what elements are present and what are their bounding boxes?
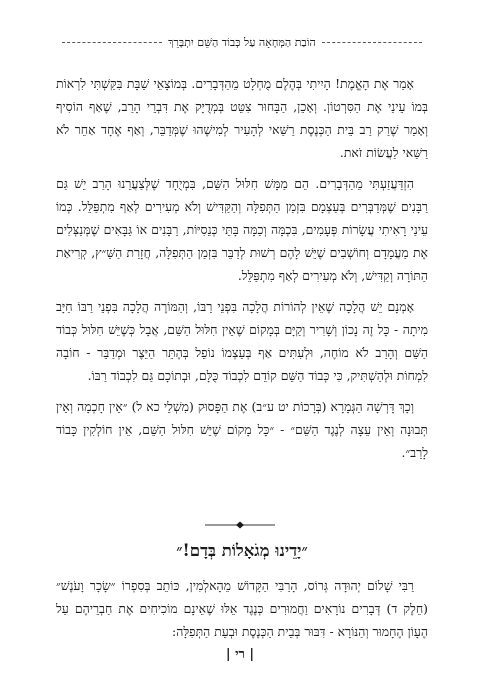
paragraph-2: הִזְדַּעֲזַעְתִּי מֵהַדְּבָרִים. הֵם מַמָּשׁ חִלּוּל הַשֵּׁם, בִּמְיֻחָד שֶׁלְּצַעֲרֵנוּ הָרַב יֵשׁ גַּם רַבָּנִים שֶׁמְּדַבְּרִים בְּעַצְמָם בִּזְמַן הַתְּפִלָּה וְהַקַּדִּישׁ וְלֹא מְעִירִים לְאַף מִתְפַּלֵּל. כְּמוֹ עֵינַי רָאִיתִי עֲשָׂרוֹת פְּעָמִים, בִּכְמָּה וְכַמָּה בָּתֵּי כְּנֵסִיּוֹת, רַבָּנִים אוֹ גַּבָּאִים שֶׁמְּנַצְּלִים אֶת מַעֲמָדָם וְחוֹשְׁבִים שֶׁיֵּשׁ לָהֶם רְשׁוּת לְדַבֵּר בִּזְמַן הַתְּפִלָּה, חֲזָרַת הַשַּׁ״ץ, קְרִיאַת הַתּוֹרָה וְקַדִּישׁ, וְלֹא מְעִירִים לְאַף מִתְפַּלֵּל. xyxy=(56,176,428,283)
section-heading: ״יָדֵינוּ מְגֹאָלוֹת בְּדָם!״ xyxy=(176,541,308,560)
running-header xyxy=(62,36,422,49)
paragraph-4: וְכָךְ דָּרְשָׁה הַגְּמָרָא (בְּרָכוֹת יט ע״ב) אֶת הַפָּסוּק (מִשְׁלֵי כא ל) ״אֵין חָכְמָה וְאֵין תְּבוּנָה וְאֵין עֵצָה לְנֶגֶד הַשֵּׁם״ - ״כָּל מָקוֹם שֶׁיֵּשׁ חִלּוּל הַשֵּׁם, אֵין חוֹלְקִין כָּבוֹד לָרַב״. xyxy=(56,399,428,460)
page-number: | רי | xyxy=(225,647,255,662)
section-divider-ornament xyxy=(205,521,275,529)
header-dash-right xyxy=(322,42,422,43)
paragraph-3: אָמְנָם יֵשׁ הֲלָכָה שֶׁאֵין לְהוֹרוֹת הֲלָכָה בִּפְנֵי רַבּוֹ, וְהַמּוֹרֶה הֲלָכָה בִּפְנֵי רַבּוֹ חַיָּב מִיתָה - כָּל זֶה נָכוֹן וְשָׁרִיר וְקַיָּם בְּמָקוֹם שֶׁאֵין חִלּוּל הַשֵּׁם, אֲבָל כְּשֶׁיֵּשׁ חִלּוּל כְּבוֹד הַשֵּׁם וְהָרַב לֹא מוֹחֶה, וּלְעִתִּים אַף בְּעַצְמוֹ נוֹפֵל בְּהֶתֵּר הַיֵּצֶר וּמְדַבֵּר - חוֹבָה לִמְחוֹת וּלְהַשְׁתִּיק, כִּי כְּבוֹד הַשֵּׁם קוֹדֵם לִכְבוֹד כֻּלָּם, וּבְתוֹכָם גַּם לִכְבוֹד רַבּוֹ. xyxy=(56,299,428,383)
paragraph-1: אָמַר אֶת הָאֱמֶת! הָיִיתִי בְּהֶלֶם מֻחְלָט מֵהַדְּבָרִים. בְּמוֹצָאֵי שַׁבָּת בִּקַּשְׁתִּי לִרְאוֹת בְּמוֹ עֵינַי אֶת הַסִּרְטוֹן. וְאָכֵן, הַבָּחוּר צִטֵּט בְּמְדֻיָּק אֶת דִּבְרֵי הָרַב, שֶׁאַף הוֹסִיף וְאָמַר שֶׁרַק רַב בֵּית הַכְּנֶסֶת רַשַּׁאי לְהָעִיר לְמִישֶׁהוּ שֶׁמְּדַבֵּר, וְאַף אֶחָד אַחֵר לֹא רַשַּׁאי לַעֲשׂוֹת זֹאת. xyxy=(56,76,428,160)
running-header-title: הוֹבַת הַמְּחָאָה עַל כְּבוֹד הַשֵּׁם יִתְבָּרֵךְ xyxy=(168,36,316,49)
body-text xyxy=(56,72,428,464)
paragraph-5: רַבִּי שָׁלוֹם יְהוּדָה גְּרוֹס, הָרַבִּי הַקָּדוֹשׁ מֵהָאלְמִין, כּוֹתֵב בְּסִפְרוֹ ״שָׂכָר וָעֹנֶשׁ״ (חֵלֶק ד) דְּבָרִים נוֹרָאִים וַחֲמוּרִים כְּנֶגֶד אֵלּוּ שֶׁאֵינָם מוֹכִיחִים אֶת חַבְרֵיהֶם עַל הֶעָוֹן הֶחָמוּר וְהַנּוֹרָא - דִּבּוּר בְּבֵית הַכְּנֶסֶת וּבְעֵת הַתְּפִלָּה: xyxy=(56,578,428,639)
header-dash-left xyxy=(62,42,162,43)
